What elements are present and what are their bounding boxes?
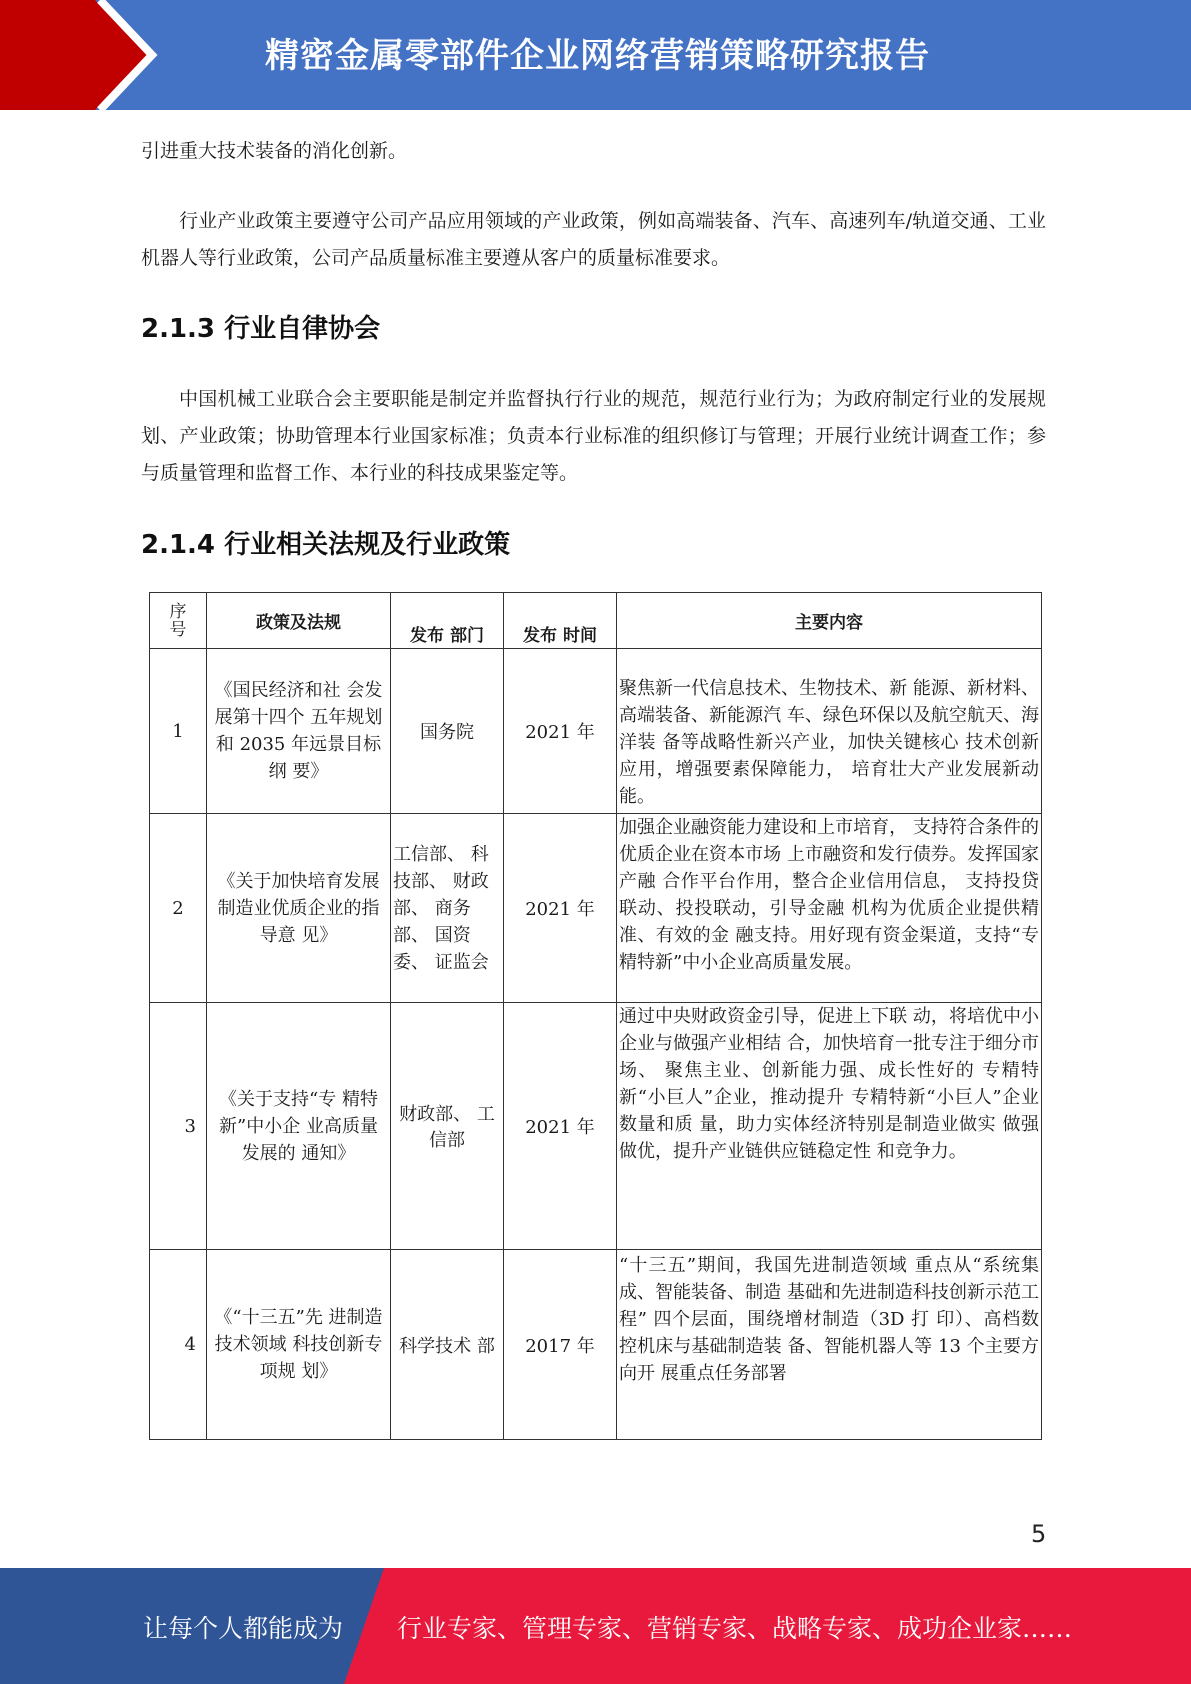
table-row	[150, 1003, 1042, 1250]
row-content: 通过中央财政资金引导，促进上下联 动，将培优中小企业与做强产业相结 合，加快培育一批专注于细分市场、 聚焦主业、创新能力强、成长性好的 专精特新“小巨人”企业，推动提升 专精特新“小巨人”企业数量和质 量，助力实体经济特别是制造业做实 做强做优，提升产业链供应链稳定性 和竞争力。	[617, 1003, 1042, 1250]
report-title: 精密金属零部件企业网络营销策略研究报告	[265, 36, 930, 76]
row-seq: 1	[150, 649, 207, 814]
heading-2-1-3: 2.1.3 行业自律协会	[141, 314, 381, 344]
paragraph-association: 中国机械工业联合会主要职能是制定并监督执行行业的规范，规范行业行为；为政府制定行业的发展规划、产业政策；协助管理本行业国家标准；负责本行业标准的组织修订与管理；开展行业统计调查工作；参与质量管理和监督工作、本行业的科技成果鉴定等。	[141, 388, 1046, 484]
row-dept: 科学技术 部	[391, 1250, 504, 1440]
header-dept: 发布 部门	[391, 593, 504, 649]
table-row	[150, 814, 1042, 1003]
row-time: 2021 年	[504, 649, 617, 814]
footer-slogan-right: 行业专家、管理专家、营销专家、战略专家、成功企业家……	[397, 1614, 1073, 1643]
row-policy: 《关于支持“专 精特新”中小企 业高质量发展的 通知》	[207, 1003, 391, 1250]
page-footer	[0, 1568, 1191, 1684]
header-seq: 序 号	[150, 593, 207, 649]
paragraph-policy: 行业产业政策主要遵守公司产品应用领域的产业政策，例如高端装备、汽车、高速列车/轨道交通、工业机器人等行业政策，公司产品质量标准主要遵从客户的质量标准要求。	[141, 210, 1046, 269]
page-header	[0, 0, 1191, 110]
row-time: 2021 年	[504, 814, 617, 1003]
row-seq: 2	[150, 814, 207, 1003]
row-dept: 财政部、 工信部	[391, 1003, 504, 1250]
row-time: 2021 年	[504, 1003, 617, 1250]
row-dept: 工信部、 科技部、 财政部、 商务部、 国资委、 证监会	[391, 814, 504, 1003]
row-seq: 3	[150, 1003, 207, 1250]
row-time: 2017 年	[504, 1250, 617, 1440]
table-header-row	[150, 593, 1042, 649]
policy-table	[149, 592, 1042, 1440]
page-number: 5	[1031, 1520, 1047, 1548]
table-row	[150, 649, 1042, 814]
footer-slogan-left: 让每个人都能成为	[143, 1614, 344, 1643]
row-seq: 4	[150, 1250, 207, 1440]
header-policy: 政策及法规	[207, 593, 391, 649]
row-policy: 《国民经济和社 会发展第十四个 五年规划和 2035 年远景目标纲 要》	[207, 649, 391, 814]
row-content: 加强企业融资能力建设和上市培育， 支持符合条件的优质企业在资本市场 上市融资和发行债券。发挥国家产融 合作平台作用，整合企业信用信息， 支持投贷联动、投投联动，引导金融 机构为优质企业提供精准、有效的金 融支持。用好现有资金渠道，支持“专精特新”中小企业高质量发展。	[617, 814, 1042, 1003]
row-policy: 《关于加快培育发展制造业优质企业的指导意 见》	[207, 814, 391, 1003]
row-dept: 国务院	[391, 649, 504, 814]
table-row	[150, 1250, 1042, 1440]
paragraph-intro: 引进重大技术装备的消化创新。	[141, 140, 408, 162]
heading-2-1-4: 2.1.4 行业相关法规及行业政策	[141, 530, 511, 560]
row-content: “十三五”期间，我国先进制造领域 重点从“系统集成、智能装备、制造 基础和先进制造科技创新示范工程” 四个层面，围绕增材制造（3D 打 印）、高档数控机床与基础制造装 备、智能机器人等 13 个主要方向开 展重点任务部署	[617, 1250, 1042, 1440]
header-time: 发布 时间	[504, 593, 617, 649]
row-content: 聚焦新一代信息技术、生物技术、新 能源、新材料、高端装备、新能源汽 车、绿色环保以及航空航天、海洋装 备等战略性新兴产业，加快关键核心 技术创新应用，增强要素保障能力， 培育壮大产业发展新动能。	[617, 649, 1042, 814]
header-content: 主要内容	[617, 593, 1042, 649]
row-policy: 《“十三五”先 进制造技术领域 科技创新专项规 划》	[207, 1250, 391, 1440]
